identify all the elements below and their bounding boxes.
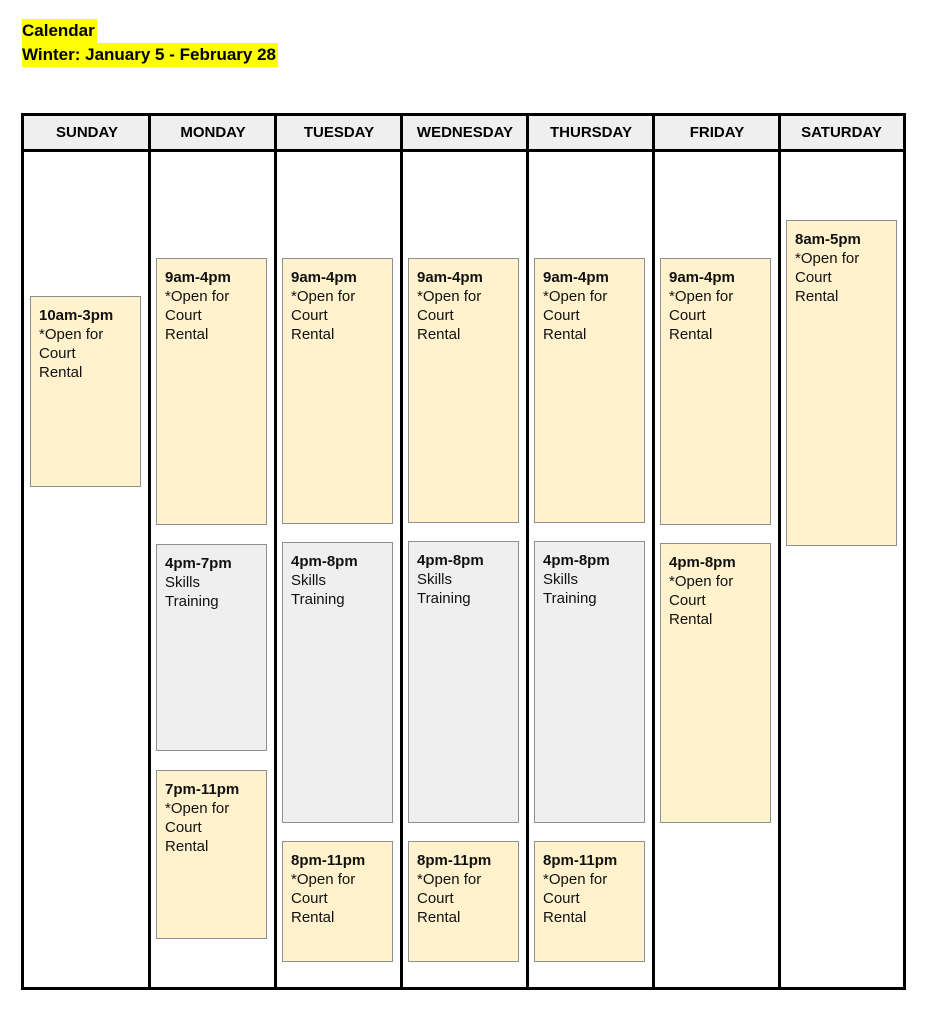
event-time: 4pm-8pm [543,552,610,569]
day-header-friday: FRIDAY [654,116,780,152]
day-header-sunday: SUNDAY [24,116,150,152]
day-header-monday: MONDAY [150,116,276,152]
event-description: *Open for Court Rental [543,871,608,926]
event-description: *Open for Court Rental [669,573,734,628]
event-sunday-1[interactable] [30,296,141,487]
event-tuesday-3[interactable] [282,841,393,962]
event-description: Skills Training [543,571,597,607]
event-description: *Open for Court Rental [39,326,104,381]
event-tuesday-2[interactable] [282,542,393,823]
event-thursday-3[interactable] [534,841,645,962]
event-description: *Open for Court Rental [165,800,230,855]
event-time: 9am-4pm [543,269,609,286]
event-time: 4pm-7pm [165,555,232,572]
event-monday-3[interactable] [156,770,267,939]
column-divider [526,116,529,987]
event-saturday-1[interactable] [786,220,897,546]
page-subtitle: Winter: January 5 - February 28 [22,43,278,67]
event-thursday-2[interactable] [534,541,645,823]
event-description: *Open for Court Rental [291,871,356,926]
event-time: 9am-4pm [291,269,357,286]
event-time: 7pm-11pm [165,781,240,798]
event-time: 8am-5pm [795,231,861,248]
event-time: 10am-3pm [39,307,114,324]
event-wednesday-2[interactable] [408,541,519,823]
day-header-wednesday: WEDNESDAY [402,116,528,152]
weekly-calendar [21,113,906,990]
day-header-thursday: THURSDAY [528,116,654,152]
event-wednesday-1[interactable] [408,258,519,523]
day-header-tuesday: TUESDAY [276,116,402,152]
column-divider [400,116,403,987]
event-description: *Open for Court Rental [543,288,608,343]
column-divider [274,116,277,987]
event-description: Skills Training [165,574,219,610]
event-description: Skills Training [417,571,471,607]
event-description: *Open for Court Rental [165,288,230,343]
event-description: Skills Training [291,572,345,608]
event-description: *Open for Court Rental [669,288,734,343]
event-time: 9am-4pm [417,269,483,286]
event-tuesday-1[interactable] [282,258,393,524]
event-description: *Open for Court Rental [795,250,860,305]
event-monday-1[interactable] [156,258,267,525]
page-title: Calendar [22,19,97,43]
event-wednesday-3[interactable] [408,841,519,962]
title-block [22,19,278,67]
event-time: 4pm-8pm [417,552,484,569]
event-time: 9am-4pm [165,269,231,286]
event-time: 8pm-11pm [291,852,366,869]
column-divider [652,116,655,987]
day-header-saturday: SATURDAY [780,116,903,152]
event-description: *Open for Court Rental [417,871,482,926]
column-divider [148,116,151,987]
event-time: 4pm-8pm [669,554,736,571]
column-divider [778,116,781,987]
event-friday-2[interactable] [660,543,771,823]
event-time: 9am-4pm [669,269,735,286]
event-time: 8pm-11pm [417,852,492,869]
event-monday-2[interactable] [156,544,267,751]
event-description: *Open for Court Rental [417,288,482,343]
event-friday-1[interactable] [660,258,771,525]
event-time: 4pm-8pm [291,553,358,570]
event-description: *Open for Court Rental [291,288,356,343]
event-thursday-1[interactable] [534,258,645,523]
event-time: 8pm-11pm [543,852,618,869]
